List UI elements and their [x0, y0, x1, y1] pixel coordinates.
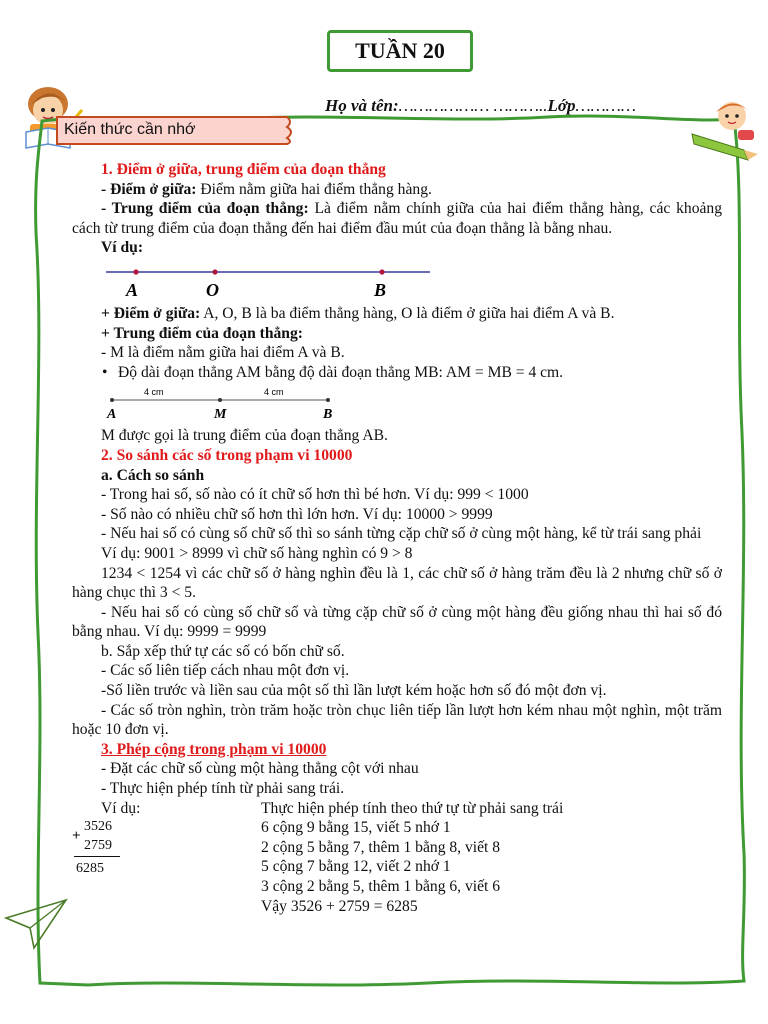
- sum-result: 6285: [76, 860, 104, 876]
- point-m-dot: [218, 398, 222, 402]
- length-mb-label: 4 cm: [264, 387, 284, 398]
- length-bullet: • Độ dài đoạn thẳng AM bằng độ dài đoạn thẳng MB: AM = MB = 4 cm.: [102, 363, 722, 383]
- ordering-rule-3: - Các số tròn nghìn, tròn trăm hoặc tròn chục liên tiếp lần lượt hơn kém nhau một nghìn, một trăm hoặc 10 đơn vị.: [72, 701, 722, 739]
- ordering-rule-2: -Số liền trước và liền sau của một số thì lần lượt kém hoặc hơn số đó một đơn vị.: [101, 682, 607, 700]
- addend-bottom: 2759: [84, 837, 112, 853]
- compare-method-heading: a. Cách so sánh: [101, 466, 205, 484]
- page-title-box: [327, 30, 473, 72]
- compare-rule-3: - Nếu hai số có cùng số chữ số thì so sánh từng cặp chữ số ở cùng một hàng, kể từ trái sang phải: [101, 525, 702, 543]
- segment-midpoint-text: Là điểm nằm chính giữa của hai điểm thẳng hàng, các khoảng cách từ trung điểm của đoạn thẳng đến hai điểm đầu mút của đoạn thẳng là bằng nhau.: [72, 200, 723, 237]
- example-mid-label: + Điểm ở giữa:: [101, 304, 201, 322]
- m-between-text: - M là điểm nằm giữa hai điểm A và B.: [101, 344, 345, 362]
- ordering-heading: b. Sắp xếp thứ tự các số có bốn chữ số.: [101, 642, 345, 660]
- compare-example-2: 1234 < 1254 vì các chữ số ở hàng nghìn đều là 1, các chữ số ở hàng trăm đều là 2 nhưng chữ số ở hàng chục thì 3 < 5.: [72, 564, 722, 602]
- addition-rule-1: - Đặt các chữ số cùng một hàng thẳng cột với nhau: [101, 760, 419, 778]
- midpoint-between-text: Điểm nằm giữa hai điểm thẳng hàng.: [196, 180, 432, 198]
- addend-top: 3526: [84, 818, 112, 834]
- example-midpoint-label: + Trung điểm của đoạn thẳng:: [101, 324, 303, 342]
- addition-step: 5 cộng 7 bằng 12, viết 2 nhớ 1: [261, 858, 451, 876]
- name-dots: ……………… ………..: [398, 96, 548, 115]
- paper-plane-illustration: [4, 896, 70, 952]
- vertical-addition: [72, 819, 122, 895]
- addition-steps: [261, 799, 563, 917]
- banner-label: Kiến thức cần nhớ: [64, 121, 196, 138]
- plus-sign: +: [72, 827, 81, 844]
- compare-example-1: Ví dụ: 9001 > 8999 vì chữ số hàng nghìn có 9 > 8: [101, 544, 413, 562]
- point-b-label-2: B: [323, 407, 333, 423]
- midpoint-conclusion: M được gọi là trung điểm của đoạn thẳng AB.: [101, 427, 388, 445]
- addition-example-label: Ví dụ:: [101, 799, 141, 817]
- section3-heading: 3. Phép cộng trong phạm vi 10000: [101, 740, 327, 758]
- compare-rule-1: - Trong hai số, số nào có ít chữ số hơn thì bé hơn. Ví dụ: 999 < 1000: [101, 486, 529, 504]
- addition-rule-2: - Thực hiện phép tính từ phải sang trái.: [101, 780, 345, 798]
- segment-midpoint-label: - Trung điểm của đoạn thẳng:: [101, 200, 309, 218]
- point-m-label: M: [214, 407, 227, 423]
- addition-step: Vậy 3526 + 2759 = 6285: [261, 897, 418, 915]
- point-b-dot-2: [326, 398, 330, 402]
- addition-step: Thực hiện phép tính theo thứ tự từ phải sang trái: [261, 799, 564, 817]
- ordering-rule-1: - Các số liên tiếp cách nhau một đơn vị.: [101, 662, 350, 680]
- example-mid-text: A, O, B là ba điểm thẳng hàng, O là điểm ở giữa hai điểm A và B.: [200, 304, 615, 322]
- point-a-dot-2: [110, 398, 114, 402]
- class-dots: …………: [575, 96, 636, 115]
- pencil-kid-illustration: [688, 94, 762, 164]
- page-title: TUẦN 20: [355, 38, 445, 63]
- point-b-dot: [379, 269, 384, 274]
- compare-rule-2: - Số nào có nhiều chữ số hơn thì lớn hơn. Ví dụ: 10000 > 9999: [101, 505, 493, 523]
- section1-heading: 1. Điểm ở giữa, trung điểm của đoạn thẳng: [101, 161, 386, 178]
- name-label: Họ và tên:: [325, 96, 399, 115]
- point-b-label: B: [374, 279, 387, 300]
- midpoint-between-label: - Điểm ở giữa:: [101, 180, 197, 198]
- class-label: Lớp: [547, 96, 576, 115]
- addition-step: 6 cộng 9 bằng 15, viết 5 nhớ 1: [261, 819, 451, 837]
- point-o-label: O: [206, 279, 219, 300]
- section2-heading: 2. So sánh các số trong phạm vi 10000: [101, 446, 353, 464]
- figure-aob-line: [102, 258, 442, 304]
- length-am-label: 4 cm: [144, 387, 164, 398]
- example-label-1: Ví dụ:: [101, 239, 144, 257]
- addition-example: [72, 799, 722, 917]
- addition-step: 2 cộng 5 bằng 7, thêm 1 bằng 8, viết 8: [261, 838, 501, 856]
- compare-rule-4: - Nếu hai số có cùng số chữ số và từng cặp chữ số ở cùng một hàng đều giống nhau thì hai số đó bằng nhau. Ví dụ: 9999 = 9999: [72, 603, 722, 641]
- addition-step: 3 cộng 2 bằng 5, thêm 1 bằng 6, viết 6: [261, 878, 501, 895]
- point-o-dot: [212, 269, 217, 274]
- figure-amb-line: [106, 384, 356, 426]
- sum-line: [74, 856, 120, 857]
- point-a-label-2: A: [107, 407, 117, 423]
- lesson-content: [72, 160, 722, 917]
- point-a-label: A: [126, 279, 139, 300]
- point-a-dot: [133, 269, 138, 274]
